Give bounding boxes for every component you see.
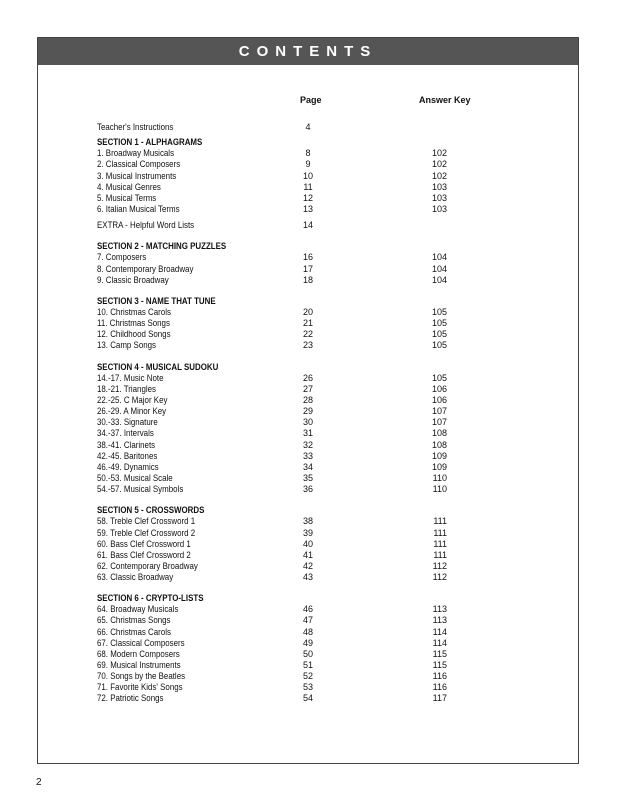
toc-entry xyxy=(97,204,457,215)
entry-page: 22 xyxy=(302,329,313,340)
toc-entry xyxy=(97,627,457,638)
entry-label: 26.-29. A Minor Key xyxy=(97,406,167,417)
entry-label: 69. Musical Instruments xyxy=(97,660,181,671)
entry-page: 28 xyxy=(302,394,313,405)
entry-answer-key: 117 xyxy=(432,693,447,704)
toc-entry xyxy=(97,451,457,462)
entry-page: 38 xyxy=(302,516,313,527)
entry-answer-key: 111 xyxy=(433,549,447,560)
entry-page: 8 xyxy=(305,148,311,159)
entry-answer-key: 111 xyxy=(433,516,447,527)
entry-page: 17 xyxy=(302,263,313,274)
entry-label: 58. Treble Clef Crossword 1 xyxy=(97,516,196,527)
entry-answer-key: 112 xyxy=(432,572,447,583)
toc-entry xyxy=(97,539,457,550)
toc-entry xyxy=(97,649,457,660)
entry-label: 67. Classical Composers xyxy=(97,637,185,648)
entry-label: 4. Musical Genres xyxy=(97,181,161,192)
toc-entry xyxy=(97,384,457,395)
toc-entry xyxy=(97,484,457,495)
entry-answer-key: 105 xyxy=(431,372,447,383)
entry-page: 27 xyxy=(302,383,313,394)
section-heading xyxy=(97,241,457,252)
entry-answer-key: 110 xyxy=(432,484,447,495)
entry-page: 14 xyxy=(302,220,313,231)
entry-page: 4 xyxy=(305,122,311,132)
entry-answer-key: 107 xyxy=(431,417,447,428)
section-heading xyxy=(97,362,457,373)
entry-answer-key: 105 xyxy=(431,318,447,329)
entry-page: 23 xyxy=(302,340,313,351)
section-heading-text: SECTION 5 - CROSSWORDS xyxy=(97,505,205,516)
entry-label: 71. Favorite Kids' Songs xyxy=(97,682,183,693)
entry-page: 49 xyxy=(302,637,313,648)
entry-answer-key: 115 xyxy=(432,648,447,659)
entry-label: 34.-37. Intervals xyxy=(97,428,154,439)
entry-answer-key: 113 xyxy=(432,615,447,626)
toc-entry xyxy=(97,561,457,572)
entry-answer-key: 102 xyxy=(431,170,447,181)
toc-entry xyxy=(97,604,457,615)
entry-page: 32 xyxy=(302,439,313,450)
toc-entry xyxy=(97,171,457,182)
entry-page: 11 xyxy=(303,181,313,192)
entry-page: 48 xyxy=(302,626,313,637)
entry-answer-key: 109 xyxy=(431,450,447,461)
entry-page: 46 xyxy=(302,604,313,615)
contents-title: CONTENTS xyxy=(38,38,578,65)
entry-label: 5. Musical Terms xyxy=(97,192,157,203)
entry-page: 54 xyxy=(302,693,313,704)
entry-page: 29 xyxy=(302,406,313,417)
entry-label: 38.-41. Clarinets xyxy=(97,439,156,450)
section-heading xyxy=(97,593,457,604)
toc-entry xyxy=(97,220,457,231)
entry-answer-key: 106 xyxy=(431,394,447,405)
toc-entry xyxy=(97,395,457,406)
entry-label: 42.-45. Baritones xyxy=(97,450,158,461)
entry-label: 64. Broadway Musicals xyxy=(97,604,179,615)
entry-page: 41 xyxy=(302,549,313,560)
entry-label: 70. Songs by the Beatles xyxy=(97,671,186,682)
entry-answer-key: 105 xyxy=(431,329,447,340)
entry-answer-key: 104 xyxy=(431,274,447,285)
entry-page: 33 xyxy=(302,450,313,461)
entry-page: 40 xyxy=(302,538,313,549)
entry-answer-key: 105 xyxy=(431,340,447,351)
entry-page: 18 xyxy=(302,274,313,285)
toc-entry xyxy=(97,660,457,671)
entry-answer-key: 112 xyxy=(432,560,447,571)
toc-entry xyxy=(97,417,457,428)
entry-label: 72. Patriotic Songs xyxy=(97,693,164,704)
toc-entry xyxy=(97,340,457,351)
section-heading xyxy=(97,505,457,516)
entry-answer-key: 104 xyxy=(431,263,447,274)
entry-page: 52 xyxy=(302,671,313,682)
entry-answer-key: 113 xyxy=(432,604,447,615)
section-heading xyxy=(97,296,457,307)
entry-label: 14.-17. Music Note xyxy=(97,372,164,383)
toc-entry xyxy=(97,682,457,693)
entry-label: 3. Musical Instruments xyxy=(97,170,177,181)
entry-answer-key: 114 xyxy=(432,637,447,648)
entry-label: EXTRA - Helpful Word Lists xyxy=(97,220,195,231)
toc-entry xyxy=(97,572,457,583)
entry-label: 66. Christmas Carols xyxy=(97,626,171,637)
entry-page: 9 xyxy=(305,159,311,170)
entry-label: 61. Bass Clef Crossword 2 xyxy=(97,549,191,560)
toc-entry xyxy=(97,148,457,159)
toc-entry xyxy=(97,275,457,286)
entry-answer-key: 111 xyxy=(433,538,447,549)
toc-entry xyxy=(97,473,457,484)
entry-label: 62. Contemporary Broadway xyxy=(97,560,198,571)
entry-page: 36 xyxy=(302,484,313,495)
entry-answer-key: 107 xyxy=(431,406,447,417)
entry-answer-key: 116 xyxy=(432,682,447,693)
entry-page: 10 xyxy=(302,170,313,181)
entry-page: 51 xyxy=(302,660,313,671)
toc-entry xyxy=(97,462,457,473)
section-heading-text: SECTION 2 - MATCHING PUZZLES xyxy=(97,241,227,252)
entry-label: 8. Contemporary Broadway xyxy=(97,263,194,274)
entry-answer-key: 104 xyxy=(431,252,447,263)
entry-page: 26 xyxy=(302,372,313,383)
toc-entry xyxy=(97,264,457,275)
entry-page: 42 xyxy=(302,560,313,571)
entry-answer-key: 103 xyxy=(431,192,447,203)
toc-entry xyxy=(97,373,457,384)
entry-answer-key: 109 xyxy=(431,461,447,472)
entry-label: 54.-57. Musical Symbols xyxy=(97,484,184,495)
page-column-header: Page xyxy=(300,95,322,105)
entry-label: 2. Classical Composers xyxy=(97,159,181,170)
entry-label: 65. Christmas Songs xyxy=(97,615,171,626)
entry-label: 7. Composers xyxy=(97,252,147,263)
toc-entry xyxy=(97,638,457,649)
entry-label: 6. Italian Musical Terms xyxy=(97,203,180,214)
toc-entry xyxy=(97,615,457,626)
page-number: 2 xyxy=(36,777,42,788)
entry-answer-key: 114 xyxy=(432,626,447,637)
entry-page: 35 xyxy=(302,472,313,483)
entry-label: 10. Christmas Carols xyxy=(97,306,171,317)
table-of-contents xyxy=(97,122,457,705)
entry-label: 63. Classic Broadway xyxy=(97,572,174,583)
entry-page: 12 xyxy=(302,192,313,203)
entry-label: 68. Modern Composers xyxy=(97,648,180,659)
toc-entry xyxy=(97,550,457,561)
entry-page: 39 xyxy=(302,527,313,538)
entry-label: 50.-53. Musical Scale xyxy=(97,472,173,483)
entry-answer-key: 110 xyxy=(432,472,447,483)
toc-entry xyxy=(97,693,457,704)
entry-page: 30 xyxy=(302,417,313,428)
entry-page: 53 xyxy=(302,682,313,693)
toc-entry xyxy=(97,159,457,170)
entry-answer-key: 102 xyxy=(431,159,447,170)
entry-label: 46.-49. Dynamics xyxy=(97,461,159,472)
entry-page: 47 xyxy=(302,615,313,626)
entry-label: 22.-25. C Major Key xyxy=(97,394,168,405)
entry-label: Teacher's Instructions xyxy=(97,122,174,132)
section-heading xyxy=(97,137,457,148)
toc-entry xyxy=(97,528,457,539)
entry-answer-key: 103 xyxy=(431,181,447,192)
entry-page: 50 xyxy=(302,648,313,659)
entry-label: 30.-33. Signature xyxy=(97,417,158,428)
toc-entry xyxy=(97,671,457,682)
entry-label: 12. Childhood Songs xyxy=(97,329,171,340)
entry-label: 59. Treble Clef Crossword 2 xyxy=(97,527,196,538)
entry-label: 11. Christmas Songs xyxy=(97,318,170,329)
entry-page: 34 xyxy=(302,461,313,472)
entry-page: 13 xyxy=(302,203,313,214)
toc-entry xyxy=(97,428,457,439)
entry-label: 13. Camp Songs xyxy=(97,340,157,351)
entry-answer-key: 108 xyxy=(431,439,447,450)
entry-page: 21 xyxy=(302,318,313,329)
toc-entry xyxy=(97,122,457,133)
toc-entry xyxy=(97,329,457,340)
entry-answer-key: 116 xyxy=(432,671,447,682)
entry-label: 9. Classic Broadway xyxy=(97,274,169,285)
entry-answer-key: 105 xyxy=(431,306,447,317)
toc-entry xyxy=(97,307,457,318)
entry-answer-key: 103 xyxy=(431,203,447,214)
section-heading-text: SECTION 3 - NAME THAT TUNE xyxy=(97,295,216,306)
entry-page: 16 xyxy=(302,252,313,263)
section-heading-text: SECTION 1 - ALPHAGRAMS xyxy=(97,137,203,148)
toc-entry xyxy=(97,440,457,451)
entry-answer-key: 106 xyxy=(431,383,447,394)
entry-label: 1. Broadway Musicals xyxy=(97,148,175,159)
entry-page: 31 xyxy=(302,428,313,439)
entry-label: 60. Bass Clef Crossword 1 xyxy=(97,538,191,549)
section-heading-text: SECTION 4 - MUSICAL SUDOKU xyxy=(97,361,219,372)
toc-entry xyxy=(97,318,457,329)
section-heading-text: SECTION 6 - CRYPTO-LISTS xyxy=(97,593,204,604)
entry-answer-key: 108 xyxy=(431,428,447,439)
entry-label: 18.-21. Triangles xyxy=(97,383,157,394)
toc-entry xyxy=(97,252,457,263)
entry-answer-key: 102 xyxy=(431,148,447,159)
entry-page: 20 xyxy=(302,306,313,317)
toc-entry xyxy=(97,406,457,417)
entry-answer-key: 115 xyxy=(432,660,447,671)
toc-entry xyxy=(97,516,457,527)
entry-answer-key: 111 xyxy=(433,527,447,538)
toc-entry xyxy=(97,182,457,193)
entry-page: 43 xyxy=(302,572,313,583)
toc-entry xyxy=(97,193,457,204)
answer-key-column-header: Answer Key xyxy=(419,95,471,105)
